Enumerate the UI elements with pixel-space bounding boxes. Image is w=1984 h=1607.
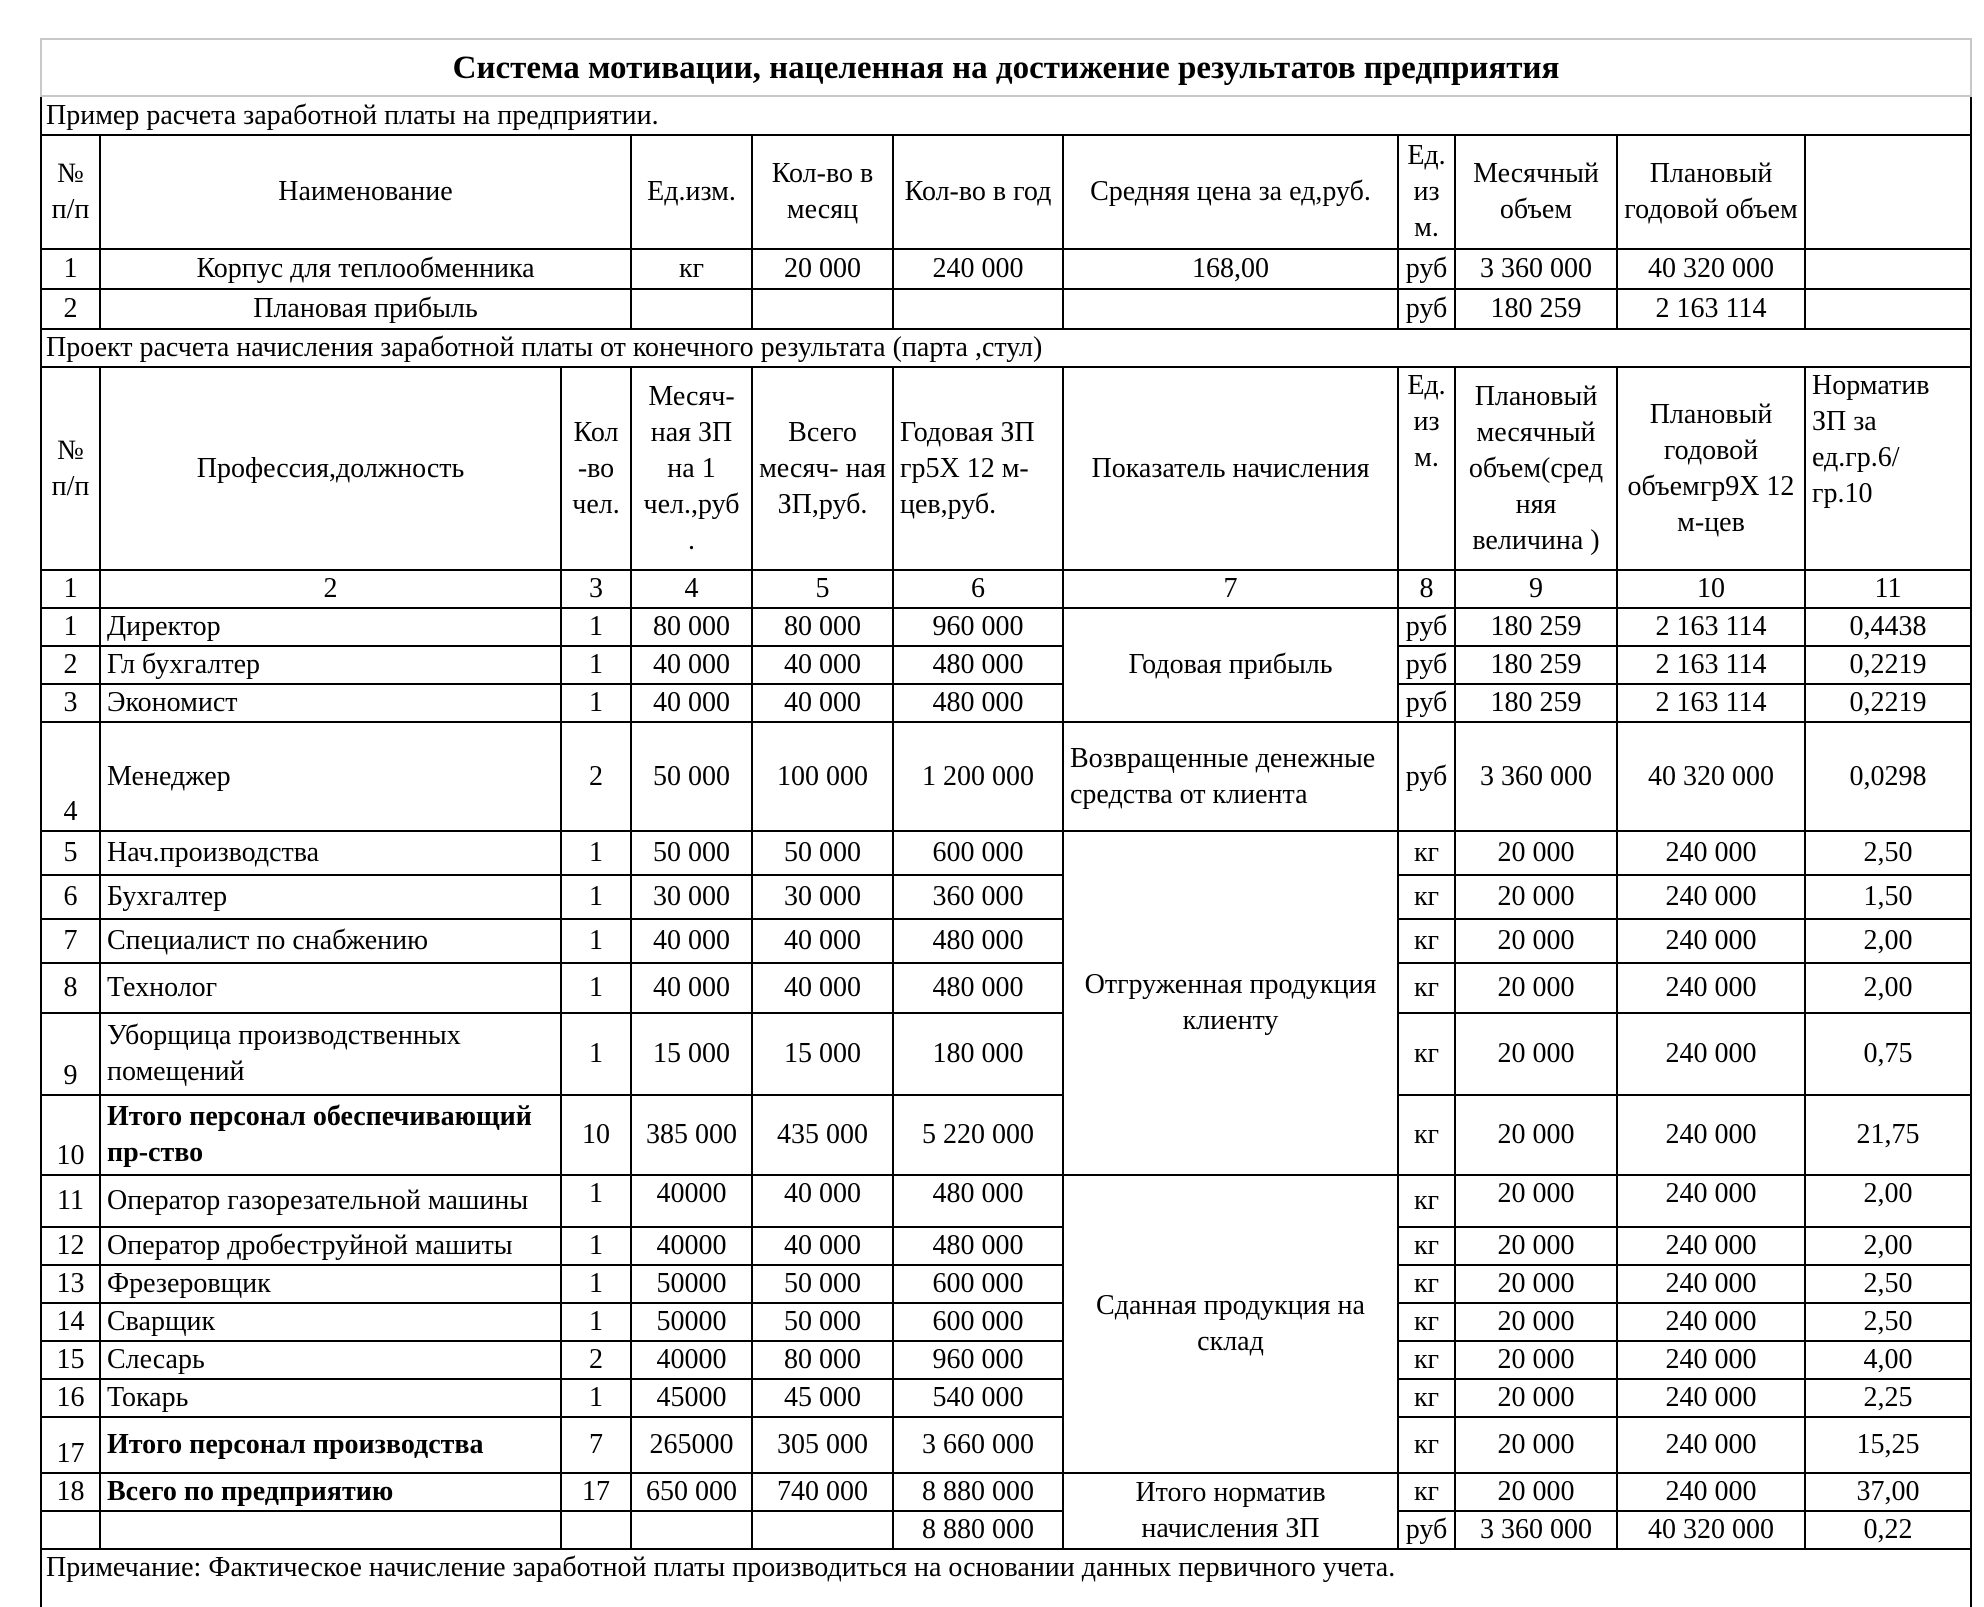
project-header-norm: Норматив ЗП за ед.гр.6/ гр.10 <box>1805 367 1971 570</box>
cell-salary: 50000 <box>631 1265 752 1303</box>
cell-salary: 40 000 <box>631 646 752 684</box>
project-header-unit: Ед. из м. <box>1398 367 1455 570</box>
cell-salary: 50000 <box>631 1303 752 1341</box>
table-row-subtotal <box>41 1417 1971 1473</box>
cell-num: 12 <box>41 1227 100 1265</box>
cell-profession: Итого персонал производства <box>100 1417 561 1473</box>
cell-profession: Токарь <box>100 1379 561 1417</box>
table-row <box>41 646 1971 684</box>
cell-count: 1 <box>561 1175 631 1227</box>
cell-norm: 0,75 <box>1805 1013 1971 1095</box>
table-row-total <box>41 1473 1971 1511</box>
cell-profession <box>100 1511 561 1549</box>
cell-salary: 40000 <box>631 1341 752 1379</box>
cell-unit: кг <box>1398 1341 1455 1379</box>
column-number: 7 <box>1063 570 1398 608</box>
cell-year-total: 180 000 <box>893 1013 1063 1095</box>
cell-num: 17 <box>41 1417 100 1473</box>
cell-unit: кг <box>1398 1095 1455 1175</box>
cell-unit: кг <box>1398 1227 1455 1265</box>
example-header-year-qty: Кол-во в год <box>893 135 1063 249</box>
column-number: 6 <box>893 570 1063 608</box>
cell-plan-month: 180 259 <box>1455 608 1617 646</box>
cell-unit: кг <box>1398 919 1455 963</box>
cell-profession: Специалист по снабжению <box>100 919 561 963</box>
cell-salary: 80 000 <box>631 608 752 646</box>
cell-plan-year: 240 000 <box>1617 919 1805 963</box>
table-row <box>41 1341 1971 1379</box>
cell-salary <box>631 1511 752 1549</box>
example-cell-year-vol: 2 163 114 <box>1617 289 1805 329</box>
table-row <box>41 875 1971 919</box>
cell-unit: кг <box>1398 1473 1455 1511</box>
table-row <box>41 1175 1971 1227</box>
cell-year-total: 600 000 <box>893 831 1063 875</box>
cell-norm: 2,50 <box>1805 1303 1971 1341</box>
footnote: Примечание: Фактическое начисление заработной платы производиться на основании данных первичного учета. <box>41 1549 1971 1607</box>
cell-num: 2 <box>41 646 100 684</box>
project-header-row <box>41 367 1971 570</box>
example-cell-avg-price: 168,00 <box>1063 249 1398 289</box>
cell-norm: 15,25 <box>1805 1417 1971 1473</box>
cell-count: 1 <box>561 646 631 684</box>
example-header-num: № п/п <box>41 135 100 249</box>
cell-plan-year: 2 163 114 <box>1617 646 1805 684</box>
cell-plan-month: 20 000 <box>1455 1303 1617 1341</box>
cell-month-total: 45 000 <box>752 1379 893 1417</box>
table-row <box>41 684 1971 722</box>
table-row <box>41 1013 1971 1095</box>
cell-norm: 0,22 <box>1805 1511 1971 1549</box>
project-header-month-total: Всего месяч- ная ЗП,руб. <box>752 367 893 570</box>
example-cell-name: Плановая прибыль <box>100 289 631 329</box>
motivation-table <box>40 38 1972 1607</box>
example-header-month-qty: Кол-во в месяц <box>752 135 893 249</box>
column-number: 11 <box>1805 570 1971 608</box>
project-header-year-total: Годовая ЗП гр5Х 12 м-цев,руб. <box>893 367 1063 570</box>
cell-plan-month: 3 360 000 <box>1455 722 1617 831</box>
cell-unit: кг <box>1398 1013 1455 1095</box>
cell-year-total: 540 000 <box>893 1379 1063 1417</box>
cell-profession: Слесарь <box>100 1341 561 1379</box>
table-row <box>41 722 1971 831</box>
column-number: 3 <box>561 570 631 608</box>
table-row <box>41 608 1971 646</box>
cell-plan-month: 20 000 <box>1455 1175 1617 1227</box>
cell-year-total: 5 220 000 <box>893 1095 1063 1175</box>
project-header-indicator: Показатель начисления <box>1063 367 1398 570</box>
cell-norm: 2,50 <box>1805 1265 1971 1303</box>
cell-plan-month: 20 000 <box>1455 963 1617 1013</box>
cell-month-total: 50 000 <box>752 831 893 875</box>
cell-salary: 45000 <box>631 1379 752 1417</box>
cell-month-total: 15 000 <box>752 1013 893 1095</box>
example-cell-unit2: руб <box>1398 289 1455 329</box>
cell-norm: 2,00 <box>1805 919 1971 963</box>
column-number: 10 <box>1617 570 1805 608</box>
cell-norm: 2,00 <box>1805 1227 1971 1265</box>
cell-plan-year: 240 000 <box>1617 1175 1805 1227</box>
example-header-row <box>41 135 1971 249</box>
cell-count <box>561 1511 631 1549</box>
cell-num: 5 <box>41 831 100 875</box>
table-row <box>41 963 1971 1013</box>
cell-unit: руб <box>1398 722 1455 831</box>
cell-month-total: 80 000 <box>752 1341 893 1379</box>
cell-unit: кг <box>1398 1265 1455 1303</box>
indicator-annual-profit: Годовая прибыль <box>1063 608 1398 722</box>
cell-year-total: 360 000 <box>893 875 1063 919</box>
cell-month-total: 40 000 <box>752 1227 893 1265</box>
cell-month-total: 40 000 <box>752 646 893 684</box>
cell-plan-month: 180 259 <box>1455 684 1617 722</box>
cell-plan-month: 20 000 <box>1455 1417 1617 1473</box>
cell-month-total: 50 000 <box>752 1303 893 1341</box>
cell-norm: 0,2219 <box>1805 684 1971 722</box>
cell-year-total: 8 880 000 <box>893 1511 1063 1549</box>
cell-plan-month: 20 000 <box>1455 1265 1617 1303</box>
column-number: 2 <box>100 570 561 608</box>
cell-num: 13 <box>41 1265 100 1303</box>
cell-salary: 50 000 <box>631 722 752 831</box>
cell-profession: Фрезеровщик <box>100 1265 561 1303</box>
cell-plan-year: 240 000 <box>1617 1095 1805 1175</box>
cell-salary: 40000 <box>631 1227 752 1265</box>
example-cell-unit: кг <box>631 249 752 289</box>
cell-plan-month: 180 259 <box>1455 646 1617 684</box>
cell-salary: 650 000 <box>631 1473 752 1511</box>
project-header-num: № п/п <box>41 367 100 570</box>
cell-profession: Итого персонал обеспечивающий пр-ство <box>100 1095 561 1175</box>
cell-profession: Экономист <box>100 684 561 722</box>
table-row <box>41 1379 1971 1417</box>
cell-salary: 265000 <box>631 1417 752 1473</box>
cell-plan-month: 20 000 <box>1455 1227 1617 1265</box>
cell-month-total: 80 000 <box>752 608 893 646</box>
project-header-plan-year: Плановый годовой объемгр9Х 12 м-цев <box>1617 367 1805 570</box>
cell-norm: 2,50 <box>1805 831 1971 875</box>
cell-num: 6 <box>41 875 100 919</box>
cell-year-total: 960 000 <box>893 608 1063 646</box>
cell-salary: 50 000 <box>631 831 752 875</box>
cell-plan-year: 240 000 <box>1617 831 1805 875</box>
sheet-title: Система мотивации, нацеленная на достижение результатов предприятия <box>41 39 1971 96</box>
cell-count: 1 <box>561 608 631 646</box>
cell-count: 1 <box>561 1303 631 1341</box>
cell-count: 2 <box>561 722 631 831</box>
cell-num: 8 <box>41 963 100 1013</box>
example-cell-month-vol: 3 360 000 <box>1455 249 1617 289</box>
cell-norm: 0,0298 <box>1805 722 1971 831</box>
example-cell-year-qty: 240 000 <box>893 249 1063 289</box>
cell-unit: кг <box>1398 1175 1455 1227</box>
cell-count: 1 <box>561 684 631 722</box>
cell-norm: 2,25 <box>1805 1379 1971 1417</box>
cell-plan-month: 20 000 <box>1455 1473 1617 1511</box>
cell-month-total: 100 000 <box>752 722 893 831</box>
example-header-name: Наименование <box>100 135 631 249</box>
cell-unit: руб <box>1398 608 1455 646</box>
cell-month-total: 40 000 <box>752 919 893 963</box>
table-row-total <box>41 1511 1971 1549</box>
cell-count: 1 <box>561 1227 631 1265</box>
example-header-unit: Ед.изм. <box>631 135 752 249</box>
cell-unit: кг <box>1398 1417 1455 1473</box>
example-cell-num: 1 <box>41 249 100 289</box>
example-header-month-vol: Месячный объем <box>1455 135 1617 249</box>
example-header-unit2: Ед. из м. <box>1398 135 1455 249</box>
indicator-shipped-product: Отгруженная продукция клиенту <box>1063 831 1398 1175</box>
cell-year-total: 480 000 <box>893 963 1063 1013</box>
column-number: 1 <box>41 570 100 608</box>
cell-profession: Директор <box>100 608 561 646</box>
cell-num: 3 <box>41 684 100 722</box>
cell-unit: кг <box>1398 1303 1455 1341</box>
example-cell-num: 2 <box>41 289 100 329</box>
cell-month-total: 40 000 <box>752 963 893 1013</box>
cell-count: 2 <box>561 1341 631 1379</box>
cell-norm: 1,50 <box>1805 875 1971 919</box>
cell-num: 16 <box>41 1379 100 1417</box>
example-cell-extra <box>1805 249 1971 289</box>
cell-norm: 2,00 <box>1805 963 1971 1013</box>
cell-year-total: 480 000 <box>893 919 1063 963</box>
cell-profession: Уборщица производственных помещений <box>100 1013 561 1095</box>
example-row <box>41 249 1971 289</box>
cell-num: 14 <box>41 1303 100 1341</box>
cell-profession: Бухгалтер <box>100 875 561 919</box>
project-header-plan-month: Плановый месячный объем(сред няя величина ) <box>1455 367 1617 570</box>
cell-year-total: 8 880 000 <box>893 1473 1063 1511</box>
cell-month-total: 40 000 <box>752 1175 893 1227</box>
cell-profession: Нач.производства <box>100 831 561 875</box>
example-cell-year-vol: 40 320 000 <box>1617 249 1805 289</box>
cell-norm: 37,00 <box>1805 1473 1971 1511</box>
cell-num: 11 <box>41 1175 100 1227</box>
indicator-returned-funds: Возвращенные денежные средства от клиента <box>1063 722 1398 831</box>
table-row <box>41 1227 1971 1265</box>
cell-plan-month: 20 000 <box>1455 1013 1617 1095</box>
cell-plan-month: 20 000 <box>1455 1379 1617 1417</box>
cell-year-total: 960 000 <box>893 1341 1063 1379</box>
cell-salary: 30 000 <box>631 875 752 919</box>
cell-unit: кг <box>1398 831 1455 875</box>
cell-plan-year: 240 000 <box>1617 1473 1805 1511</box>
cell-count: 1 <box>561 831 631 875</box>
column-number: 4 <box>631 570 752 608</box>
example-row <box>41 289 1971 329</box>
table-row <box>41 1265 1971 1303</box>
cell-unit: кг <box>1398 875 1455 919</box>
column-number: 5 <box>752 570 893 608</box>
cell-num: 10 <box>41 1095 100 1175</box>
cell-month-total: 50 000 <box>752 1265 893 1303</box>
cell-count: 7 <box>561 1417 631 1473</box>
example-cell-month-vol: 180 259 <box>1455 289 1617 329</box>
column-number: 9 <box>1455 570 1617 608</box>
column-number: 8 <box>1398 570 1455 608</box>
cell-salary: 15 000 <box>631 1013 752 1095</box>
cell-plan-year: 2 163 114 <box>1617 684 1805 722</box>
cell-unit: руб <box>1398 1511 1455 1549</box>
example-heading: Пример расчета заработной платы на предприятии. <box>41 96 1971 135</box>
project-heading: Проект расчета начисления заработной платы от конечного результата (парта ,стул) <box>41 329 1971 367</box>
cell-count: 1 <box>561 1379 631 1417</box>
cell-profession: Сварщик <box>100 1303 561 1341</box>
cell-plan-year: 40 320 000 <box>1617 1511 1805 1549</box>
cell-plan-year: 240 000 <box>1617 1341 1805 1379</box>
cell-plan-month: 20 000 <box>1455 875 1617 919</box>
project-header-profession: Профессия,должность <box>100 367 561 570</box>
table-row <box>41 1303 1971 1341</box>
cell-month-total: 40 000 <box>752 684 893 722</box>
cell-plan-year: 40 320 000 <box>1617 722 1805 831</box>
example-cell-year-qty <box>893 289 1063 329</box>
cell-month-total: 435 000 <box>752 1095 893 1175</box>
cell-profession: Оператор газорезательной машины <box>100 1175 561 1227</box>
cell-profession: Технолог <box>100 963 561 1013</box>
table-row <box>41 831 1971 875</box>
indicator-total-norm: Итого норматив начисления ЗП <box>1063 1473 1398 1549</box>
cell-year-total: 600 000 <box>893 1303 1063 1341</box>
cell-plan-year: 2 163 114 <box>1617 608 1805 646</box>
cell-unit: кг <box>1398 963 1455 1013</box>
cell-unit: руб <box>1398 684 1455 722</box>
cell-profession: Гл бухгалтер <box>100 646 561 684</box>
cell-plan-month: 20 000 <box>1455 831 1617 875</box>
cell-plan-year: 240 000 <box>1617 1227 1805 1265</box>
cell-salary: 40 000 <box>631 919 752 963</box>
cell-year-total: 3 660 000 <box>893 1417 1063 1473</box>
cell-month-total: 740 000 <box>752 1473 893 1511</box>
cell-year-total: 1 200 000 <box>893 722 1063 831</box>
cell-profession: Оператор дробеструйной машиты <box>100 1227 561 1265</box>
table-row-subtotal <box>41 1095 1971 1175</box>
cell-unit: руб <box>1398 646 1455 684</box>
cell-plan-year: 240 000 <box>1617 1303 1805 1341</box>
table-row <box>41 919 1971 963</box>
cell-norm: 0,2219 <box>1805 646 1971 684</box>
cell-plan-year: 240 000 <box>1617 1265 1805 1303</box>
column-number-row <box>41 570 1971 608</box>
example-cell-unit <box>631 289 752 329</box>
cell-num: 18 <box>41 1473 100 1511</box>
cell-unit: кг <box>1398 1379 1455 1417</box>
cell-num: 4 <box>41 722 100 831</box>
cell-salary: 385 000 <box>631 1095 752 1175</box>
cell-year-total: 480 000 <box>893 646 1063 684</box>
indicator-warehouse-product: Сданная продукция на склад <box>1063 1175 1398 1473</box>
cell-plan-year: 240 000 <box>1617 875 1805 919</box>
cell-count: 1 <box>561 919 631 963</box>
example-cell-month-qty <box>752 289 893 329</box>
cell-plan-month: 20 000 <box>1455 1095 1617 1175</box>
cell-plan-year: 240 000 <box>1617 1379 1805 1417</box>
example-header-extra <box>1805 135 1971 249</box>
project-header-count: Кол -во чел. <box>561 367 631 570</box>
cell-year-total: 480 000 <box>893 684 1063 722</box>
cell-month-total <box>752 1511 893 1549</box>
cell-count: 17 <box>561 1473 631 1511</box>
cell-year-total: 600 000 <box>893 1265 1063 1303</box>
cell-salary: 40000 <box>631 1175 752 1227</box>
example-cell-avg-price <box>1063 289 1398 329</box>
cell-norm: 2,00 <box>1805 1175 1971 1227</box>
cell-num: 7 <box>41 919 100 963</box>
cell-num: 9 <box>41 1013 100 1095</box>
cell-count: 1 <box>561 1013 631 1095</box>
cell-count: 1 <box>561 963 631 1013</box>
cell-count: 1 <box>561 875 631 919</box>
cell-count: 1 <box>561 1265 631 1303</box>
cell-profession: Всего по предприятию <box>100 1473 561 1511</box>
cell-year-total: 480 000 <box>893 1175 1063 1227</box>
cell-num <box>41 1511 100 1549</box>
cell-count: 10 <box>561 1095 631 1175</box>
example-cell-month-qty: 20 000 <box>752 249 893 289</box>
cell-profession: Менеджер <box>100 722 561 831</box>
cell-norm: 21,75 <box>1805 1095 1971 1175</box>
cell-norm: 0,4438 <box>1805 608 1971 646</box>
cell-plan-year: 240 000 <box>1617 963 1805 1013</box>
cell-plan-year: 240 000 <box>1617 1417 1805 1473</box>
example-cell-name: Корпус для теплообменника <box>100 249 631 289</box>
example-cell-extra <box>1805 289 1971 329</box>
cell-salary: 40 000 <box>631 684 752 722</box>
example-header-avg-price: Средняя цена за ед,руб. <box>1063 135 1398 249</box>
cell-month-total: 30 000 <box>752 875 893 919</box>
example-cell-unit2: руб <box>1398 249 1455 289</box>
cell-plan-year: 240 000 <box>1617 1013 1805 1095</box>
project-header-salary: Месяч- ная ЗП на 1 чел.,руб . <box>631 367 752 570</box>
cell-plan-month: 20 000 <box>1455 1341 1617 1379</box>
cell-salary: 40 000 <box>631 963 752 1013</box>
cell-norm: 4,00 <box>1805 1341 1971 1379</box>
cell-plan-month: 20 000 <box>1455 919 1617 963</box>
cell-year-total: 480 000 <box>893 1227 1063 1265</box>
cell-month-total: 305 000 <box>752 1417 893 1473</box>
spreadsheet <box>40 38 1972 1607</box>
example-header-year-vol: Плановый годовой объем <box>1617 135 1805 249</box>
cell-num: 15 <box>41 1341 100 1379</box>
cell-plan-month: 3 360 000 <box>1455 1511 1617 1549</box>
cell-num: 1 <box>41 608 100 646</box>
